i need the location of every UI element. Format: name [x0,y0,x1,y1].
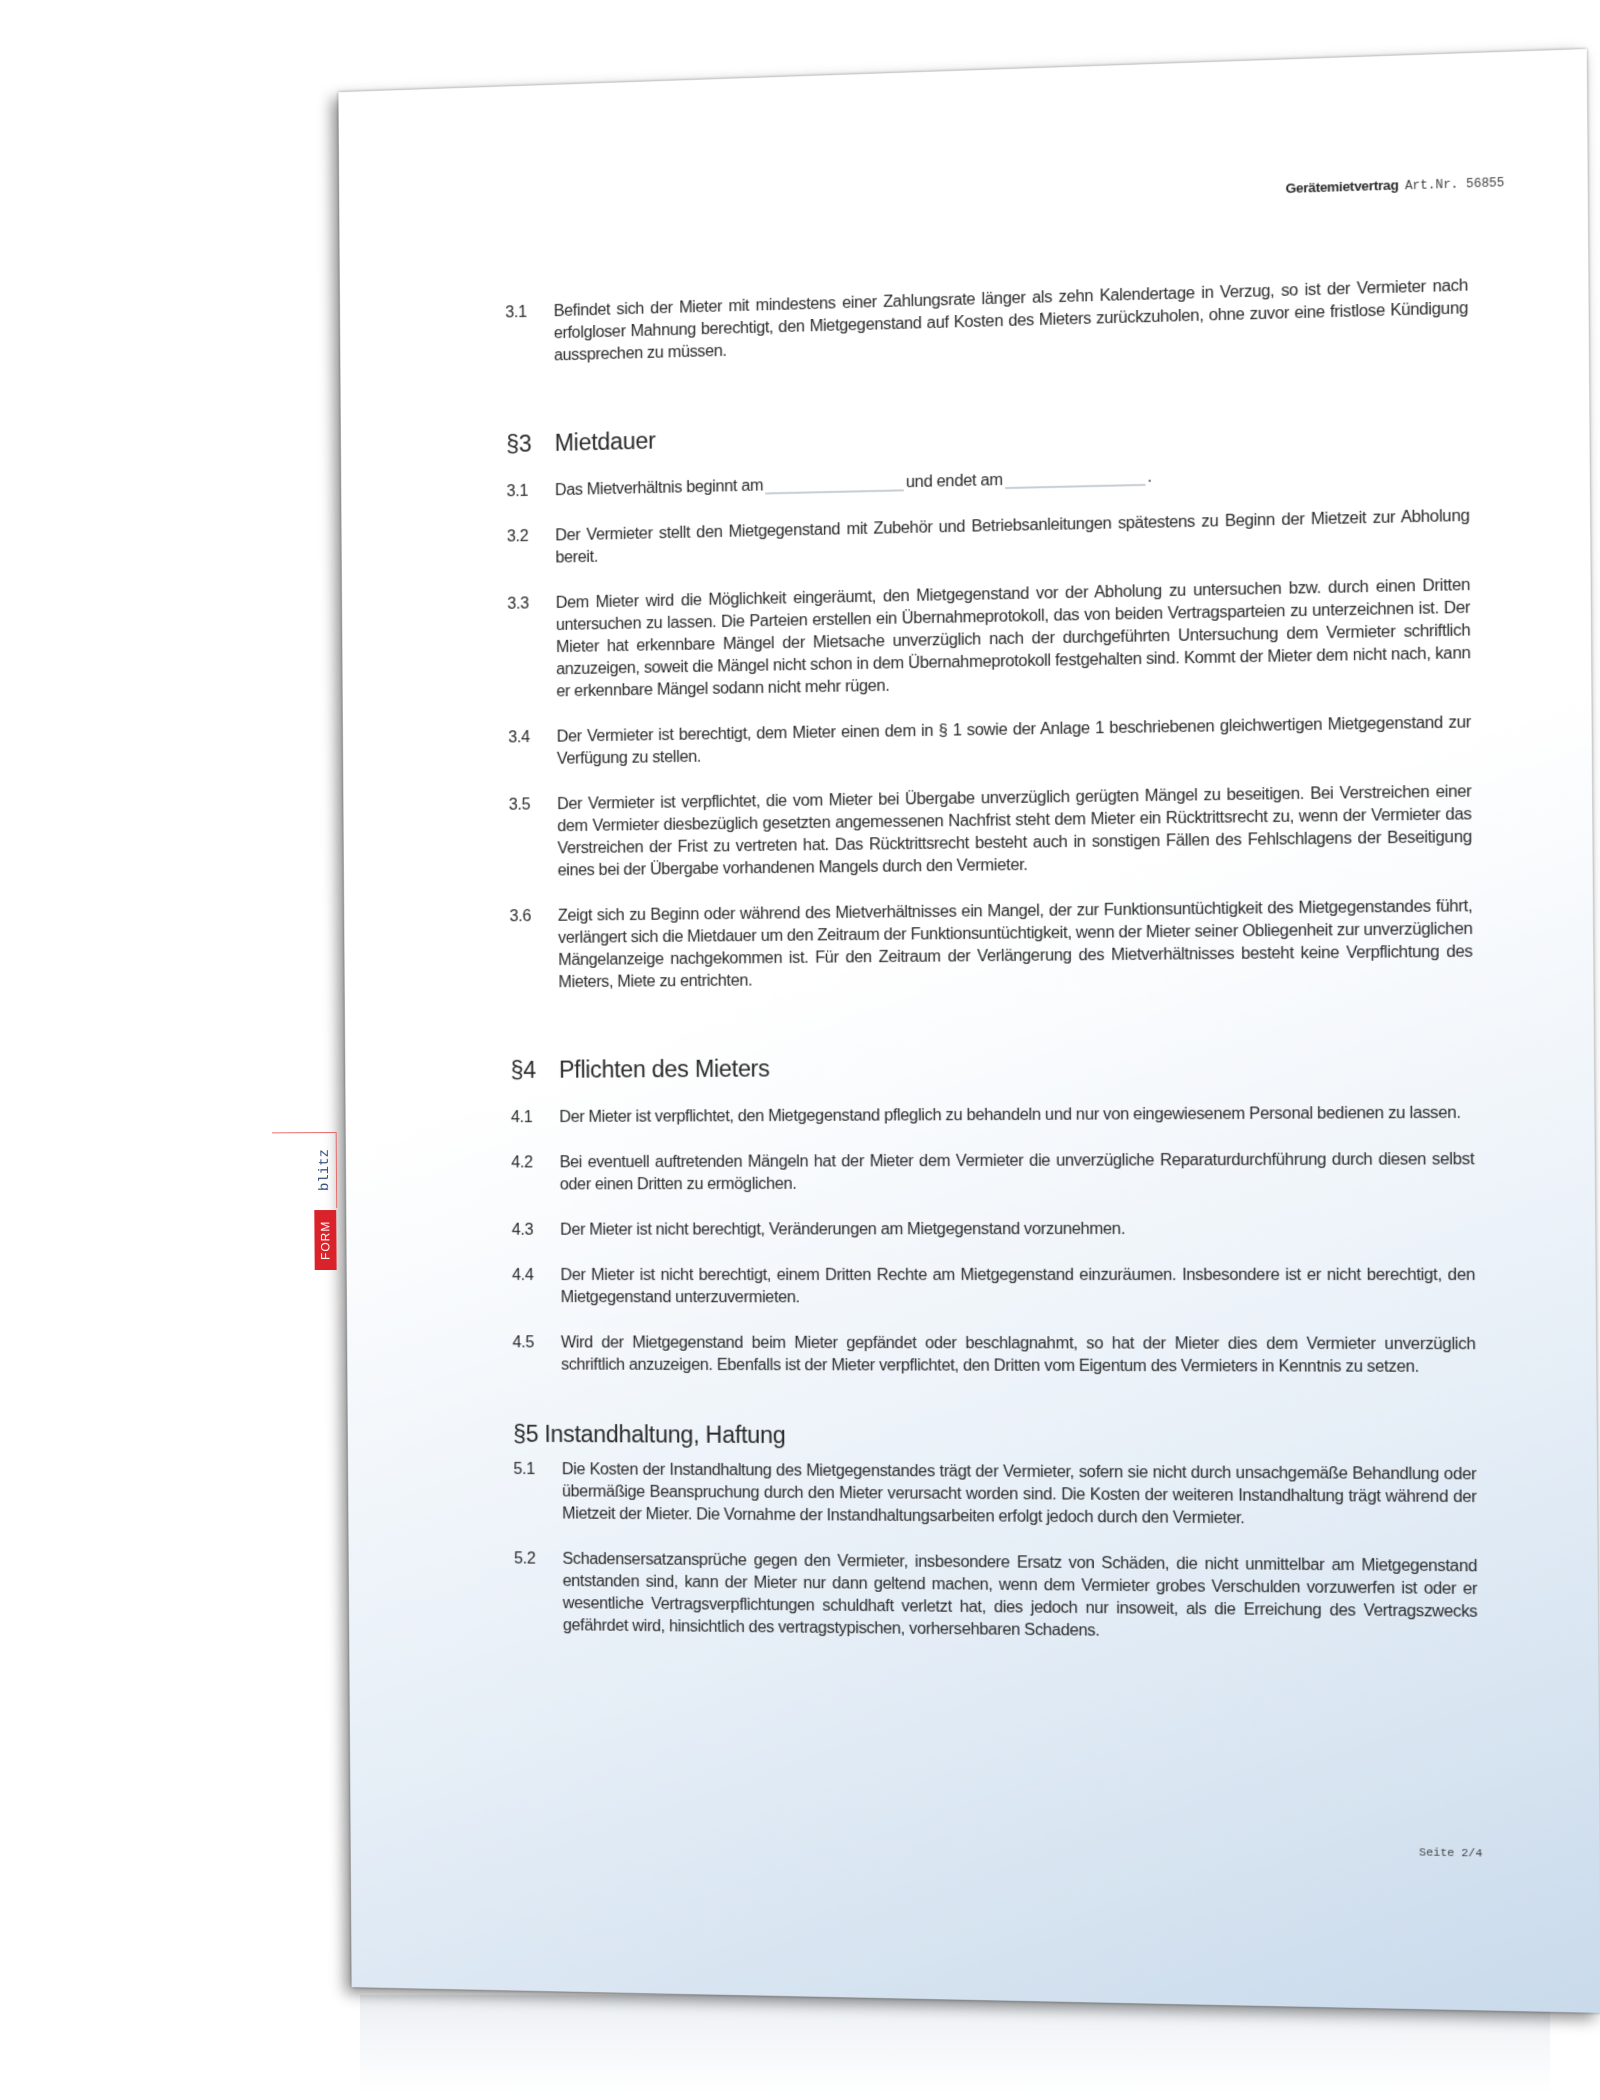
clause [513,1459,1476,1532]
clause-number: 3.2 [506,527,529,546]
clause-text: Bei eventuell auftretenden Mängeln hat der Mieter dem Vermieter die unverzügliche Reparaturdurchführung durch diesen selbst oder einen Dritten zu ermöglichen. [559,1150,1475,1194]
clause-number: 4.1 [510,1109,533,1127]
clause-number: 3.1 [505,303,527,322]
section-number: §3 [506,430,532,458]
section-number: §4 [510,1056,536,1084]
clause [512,1218,1475,1242]
clause-number: 3.6 [509,907,531,926]
clause [511,1149,1474,1197]
clause-text: Schadensersatzansprüche gegen den Vermieter, insbesondere Ersatz von Schäden, die nicht unmittelbar am Mietgegenstand entstanden sind, kann der Mieter nur dann geltend machen, wenn dem Vermieter grobes Verschulden vorzuwerfen ist oder er wesentliche Vertragsverpflichtungen schuldhaft verletzt hat, dies jedoch nur insoweit, als die Erreichung des Vertragszwecks gefährdet wird, hinsichtlich des vertragstypischen, vorhersehbaren Schadens. [562,1550,1478,1640]
clause-number: 5.1 [513,1460,535,1479]
page-number: Seite 2/4 [1419,1847,1483,1861]
clause [511,1102,1474,1129]
clause [508,712,1471,772]
clause-text: Dem Mieter wird die Möglichkeit eingeräumt, den Mietgegenstand vor der Abholung zu untersuchen bzw. durch einen Dritten untersuchen zu lassen. Die Parteien erstellen ein Übernahmeprotokoll, das von beiden Vertragsparteien zu unterzeichnen ist. Der Mieter hat erkennbare Mängel der Mietsache unverzüglich nach der durchgeführten Untersuchung dem Vermieter schriftlich anzuzeigen, soweit die Mängel nicht schon in dem Übernahmeprotokoll festgehalten sind. Kommt der Mieter dem nicht nach, kann er erkennbare Mängel sodann nicht mehr rügen. [555,576,1471,701]
clause-text: Der Mieter ist nicht berechtigt, einem Dritten Rechte am Mietgegenstand einzuräumen. Insbesondere ist er nicht berechtigt, den Mietgegenstand unterzuvermieten. [560,1266,1476,1307]
clause [509,896,1472,995]
section-title: Mietdauer [554,427,656,456]
clause-number: 4.4 [511,1266,534,1285]
clause [514,1548,1478,1646]
clause-text: Befindet sich der Mieter mit mindestens einer Zahlungsrate länger als zehn Kalendertage in Verzug, so ist der Vermieter nach erfolgloser Mahnung berechtigt, den Mietgegenstand auf Kosten des Mieters zurückzuholen, ohne zuvor eine fristlose Kündigung aussprechen zu müssen. [553,277,1469,365]
clause [507,505,1470,570]
document-title: Gerätemietvertrag [1285,177,1399,197]
clause-text: Der Vermieter stellt den Mietgegenstand mit Zubehör und Betriebsanleitungen spätestens zu Beginn der Mietzeit zur Abholung bereit. [555,507,1470,567]
page-header [1286,174,1505,197]
clause-text: Der Vermieter ist berechtigt, dem Mieter einen dem in § 1 sowie der Anlage 1 beschriebenen gleichwertigen Mietgegenstand zur Verfügung zu stellen. [556,714,1472,768]
clause-number: 3.3 [507,595,529,613]
document-page [316,49,1600,2013]
clause-number: 4.3 [511,1221,534,1239]
section-heading-5 [513,1420,1476,1450]
section-heading-3 [506,409,1469,458]
clause [512,1265,1475,1310]
clause-number: 4.2 [511,1154,533,1172]
page-reflection [360,1995,1550,2095]
clause-text: Der Mieter ist verpflichtet, den Mietgegenstand pfleglich zu behandeln und nur von eingewiesenem Personal bedienen zu lassen. [559,1104,1461,1127]
section-heading-4 [510,1053,1474,1084]
start-date-field[interactable] [765,489,904,494]
section-title: Pflichten des Mieters [558,1055,770,1083]
document-body [505,275,1478,1670]
clause [507,575,1470,705]
section-number: §5 [513,1420,539,1447]
clause-number: 3.4 [508,729,530,747]
clause-text: Wird der Mietgegenstand beim Mieter gepfändet oder beschlagnahmt, so hat der Mieter dies dem Vermieter unverzüglich schriftlich anzuzeigen. Ebenfalls ist der Mieter verpflichtet, den Dritten vom Eigentum des Vermieters in Kenntnis zu setzen. [560,1334,1476,1376]
clause-text: Das Mietverhältnis beginnt am [554,477,764,500]
article-number: Art.Nr. 56855 [1404,175,1505,194]
logo-blitz: blitz [314,1132,337,1208]
formblitz-logo [314,1132,339,1270]
clause-text: Der Mieter ist nicht berechtigt, Veränderungen am Mietgegenstand vorzunehmen. [560,1220,1126,1239]
clause [506,459,1469,503]
clause-text: Die Kosten der Instandhaltung des Mietgegenstandes trägt der Vermieter, sofern sie nicht durch unsachgemäße Behandlung oder übermäßige Beanspruchung durch den Mieter verursacht worden sind. Die Kosten der weiteren Instandhaltung trägt während der Mietzeit der Mieter. Die Vornahme der Instandhaltungsarbeiten erfolgt jedoch durch den Vermieter. [561,1461,1477,1528]
logo-form: FORM [314,1210,336,1270]
clause-text: und endet am [905,471,1003,492]
clause-text: Der Vermieter ist verpflichtet, die vom Mieter bei Übergabe unverzüglich gerügten Mängel zu beseitigen. Bei Verstreichen einer dem Vermieter diesbezüglich gesetzten angemessenen Nachfrist steht dem Mieter ein Rücktrittsrecht zu, wenn der Vermieter das Verstreichen der Frist zu vertreten hat. Das Rücktrittsrecht besteht auch in sonstigen Fällen des Fehlschlagens der Beseitigung eines bei der Übergabe vorhandenen Mangels durch den Vermieter. [557,783,1472,880]
clause [505,275,1468,369]
section-title: Instandhaltung, Haftung [544,1420,786,1449]
clause-number: 3.5 [508,796,531,814]
clause-number: 4.5 [512,1334,534,1352]
clause [512,1332,1475,1379]
clause-number: 3.1 [506,482,528,501]
clause-number: 5.2 [513,1550,536,1568]
clause [509,781,1472,883]
end-date-field[interactable] [1005,484,1145,489]
clause-text: Zeigt sich zu Beginn oder während des Mietverhältnisses ein Mangel, der zur Funktionsuntüchtigkeit des Mietgegenstandes führt, verlängert sich die Mietdauer um den Zeitraum der Funktionsuntüchtigkeit, wenn der Mieter seiner Obliegenheit zur unverzüglichen Mängelanzeige nachgekommen ist. Für den Zeitraum der Verlängerung des Mietverhältnisses besteht keine Verpflichtung des Mieters, Miete zu entrichten. [557,897,1473,992]
period: . [1147,468,1152,486]
